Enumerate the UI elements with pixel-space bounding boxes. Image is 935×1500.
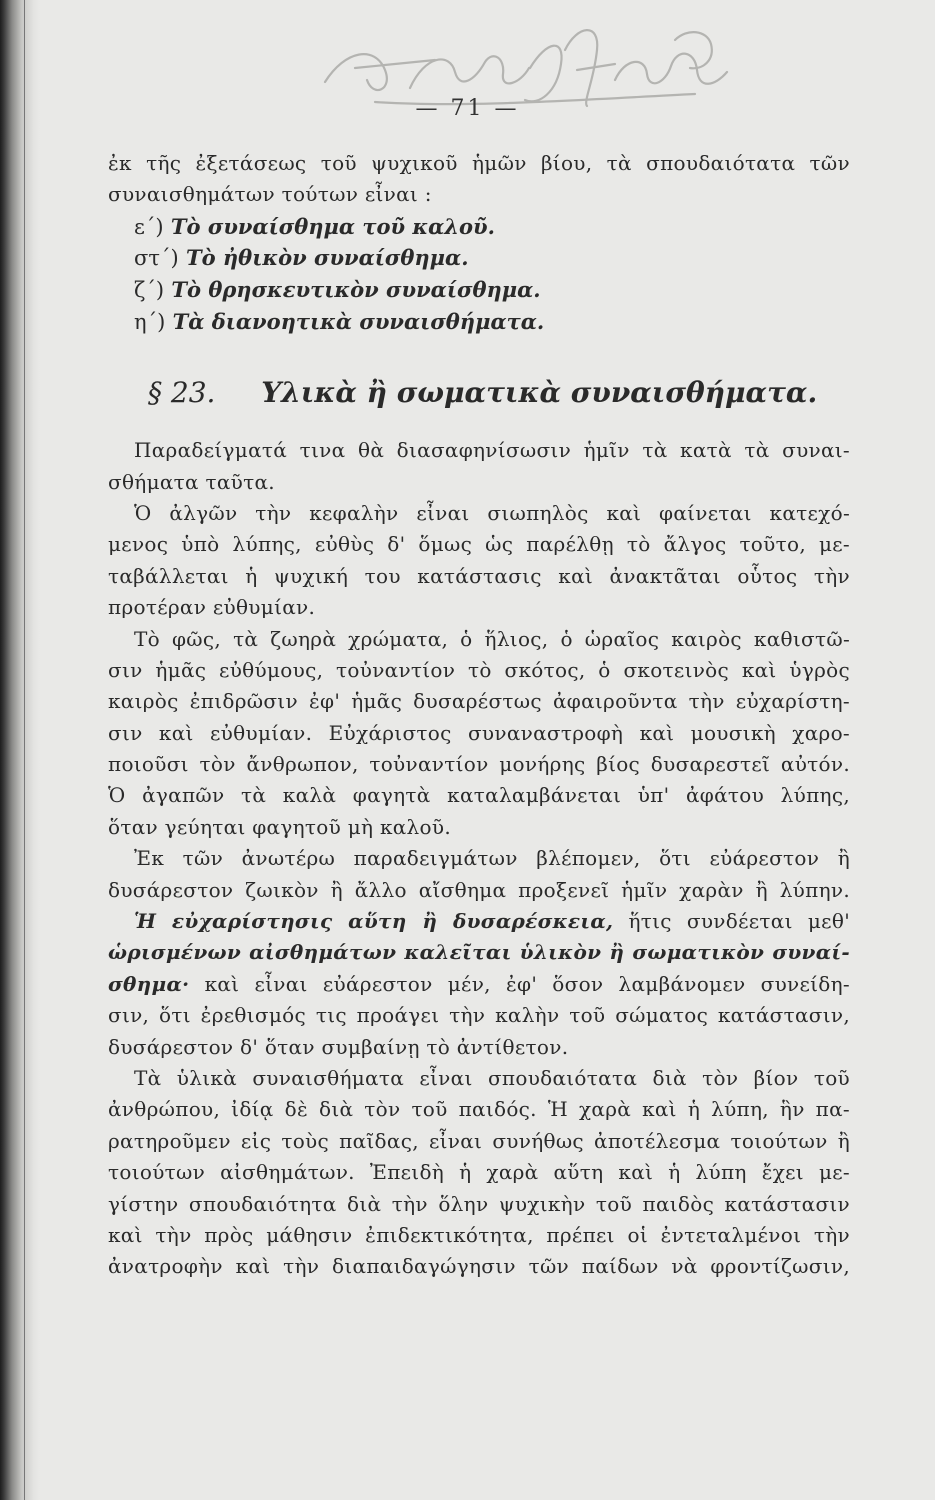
paragraph	[108, 435, 850, 498]
text-line	[108, 969, 850, 1000]
list-item-label: ζ΄)	[134, 277, 165, 302]
text-span: ἥτις συνδέεται μεθ'	[613, 909, 850, 934]
text-line: γίστην σπουδαιότητα διὰ τὴν ὅλην ψυχικὴν τοῦ παιδὸς κατάστασιν	[108, 1191, 850, 1216]
text-line	[108, 906, 850, 937]
list-item-text: Τὸ συναίσθημα τοῦ καλοῦ.	[170, 213, 495, 239]
paragraph-definition	[108, 906, 850, 1063]
list-item-text: Τὸ ἠθικὸν συναίσθημα.	[185, 245, 469, 271]
book-gutter-shadow	[0, 0, 40, 1500]
section-title: Υλικὰ ἢ σωματικὰ συναισθήματα.	[261, 376, 818, 410]
text-line: Ὁ ἀγαπῶν τὰ καλὰ φαγητὰ καταλαμβάνεται ὑπ' ἀφάτου λύπης,	[108, 783, 850, 808]
text-line: μενος ὑπὸ λύπης, εὐθὺς δ' ὅμως ὡς παρέλθῃ τὸ ἄλγος τοῦτο, με-	[108, 532, 850, 557]
feelings-list	[108, 211, 850, 337]
text-line: συναισθημάτων τούτων εἶναι :	[108, 182, 432, 207]
definition-term: Ἡ εὐχαρίστησις αὕτη ἢ δυσαρέσκεια,	[134, 909, 614, 934]
page-number: — 71 —	[415, 96, 520, 121]
text-line: ὅταν γεύηται φαγητοῦ μὴ καλοῦ.	[108, 814, 451, 839]
paragraph	[108, 498, 850, 624]
gutter-edge-line	[24, 0, 25, 1500]
text-line-bold: ὡρισμένων αἰσθημάτων καλεῖται ὑλικὸν ἢ σωματικὸν συναί-	[108, 940, 850, 965]
list-item-text: Τὰ διανοητικὰ συναισθήματα.	[172, 308, 545, 334]
paragraph	[108, 1063, 850, 1283]
list-item	[108, 242, 850, 274]
section-number: § 23.	[148, 376, 216, 410]
paragraph	[108, 624, 850, 844]
text-line: δυσάρεστον δ' ὅταν συμβαίνῃ τὸ ἀντίθετον.	[108, 1034, 569, 1059]
text-line: Ἐκ τῶν ἀνωτέρω παραδειγμάτων βλέπομεν, ὅτι εὐάρεστον ἢ	[134, 846, 850, 871]
text-line: δυσάρεστον ζωικὸν ἢ ἄλλο αἴσθημα προξενεῖ ἡμῖν χαρὰν ἢ λύπην.	[108, 877, 850, 902]
text-line: Παραδείγματά τινα θὰ διασαφηνίσωσιν ἡμῖν τὰ κατὰ τὰ συναι-	[134, 438, 850, 463]
list-item-label: η΄)	[134, 309, 166, 334]
text-line: ποιοῦσι τὸν ἄνθρωπον, τοὐναντίον μονήρης βίος δυσαρεστεῖ αὐτόν.	[108, 752, 850, 777]
text-line: τοιούτων αἰσθημάτων. Ἐπειδὴ ἡ χαρὰ αὕτη καὶ ἡ λύπη ἔχει με-	[108, 1160, 850, 1185]
text-line: σιν ἡμᾶς εὐθύμους, τοὐναντίον τὸ σκότος, ὁ σκοτεινὸς καὶ ὑγρὸς	[108, 657, 850, 682]
list-item	[108, 211, 850, 243]
text-line: ἀνατροφὴν καὶ τὴν διαπαιδαγώγησιν τῶν παίδων νὰ φροντίζωσιν,	[108, 1254, 850, 1279]
text-line: καιρὸς ἐπιδρῶσιν ἐφ' ἡμᾶς δυσαρέστως ἀφαιροῦντα τὴν εὐχαρίστη-	[108, 689, 850, 714]
list-item	[108, 274, 850, 306]
text-line: Ὁ ἀλγῶν τὴν κεφαλὴν εἶναι σιωπηλὸς καὶ φαίνεται κατεχό-	[134, 500, 850, 525]
text-line: ἐκ τῆς ἐξετάσεως τοῦ ψυχικοῦ ἡμῶν βίου, τὰ σπουδαιότατα τῶν	[108, 151, 850, 175]
text-line: σιν καὶ εὐθυμίαν. Εὐχάριστος συναναστροφὴ καὶ μουσικὴ χαρο-	[108, 720, 850, 745]
text-line: ρατηροῦμεν εἰς τοὺς παῖδας, εἶναι συνήθως ἀποτέλεσμα τοιούτων ἢ	[108, 1128, 850, 1153]
list-intro	[108, 148, 850, 211]
list-item-text: Τὸ θρησκευτικὸν συναίσθημα.	[171, 276, 541, 302]
text-line: σιν, ὅτι ἐρεθισμός τις προάγει τὴν καλὴν τοῦ σώματος κατάστασιν,	[108, 1003, 850, 1028]
list-item	[108, 306, 850, 338]
text-line: Τὰ ὑλικὰ συναισθήματα εἶναι σπουδαιότατα διὰ τὸν βίον τοῦ	[134, 1065, 850, 1090]
text-line: Τὸ φῶς, τὰ ζωηρὰ χρώματα, ὁ ἥλιος, ὁ ὡραῖος καιρὸς καθιστῶ-	[134, 626, 850, 651]
paragraph	[108, 843, 850, 906]
definition-term: σθημα·	[108, 971, 190, 996]
text-line: προτέραν εὐθυμίαν.	[108, 595, 316, 620]
page-body	[108, 148, 850, 1283]
text-line: ταβάλλεται ἡ ψυχική του κατάστασις καὶ ἀνακτᾶται οὗτος τὴν	[108, 563, 850, 588]
section-heading	[108, 361, 850, 425]
text-line: σθήματα ταῦτα.	[108, 469, 275, 494]
text-line: καὶ τὴν πρὸς μάθησιν ἐπιδεκτικότητα, πρέπει οἱ ἐντεταλμένοι τὴν	[108, 1222, 850, 1247]
list-item-label: ε΄)	[134, 214, 164, 239]
text-line: ἀνθρώπου, ἰδίᾳ δὲ διὰ τὸν τοῦ παιδός. Ἡ χαρὰ καὶ ἡ λύπη, ἣν πα-	[108, 1097, 850, 1122]
text-span: καὶ εἶναι εὐάρεστον μέν, ἐφ' ὅσον λαμβάνομεν συνείδη-	[189, 971, 850, 996]
list-item-label: στ΄)	[134, 246, 179, 271]
